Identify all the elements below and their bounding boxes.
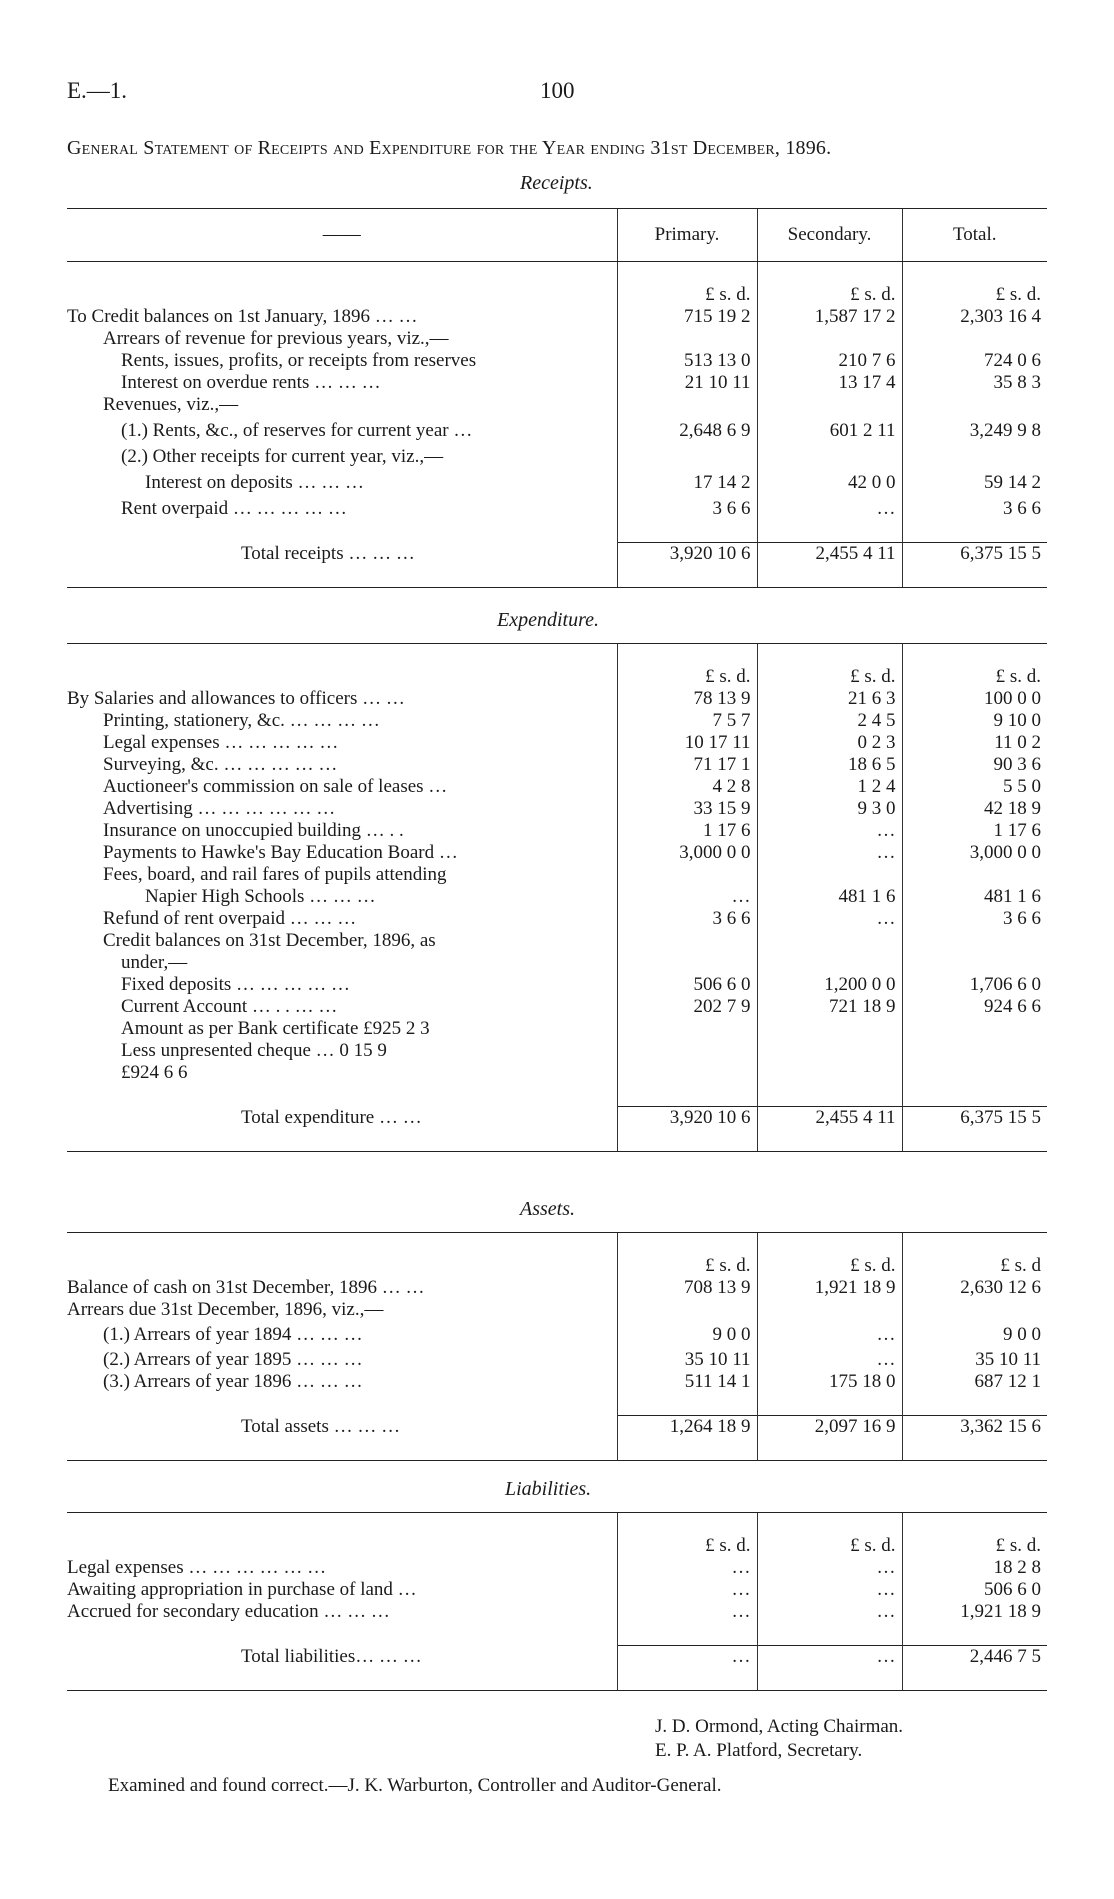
liabilities-table	[67, 1512, 1047, 1691]
primary-amount: 17 14 2	[617, 468, 757, 498]
table-row	[67, 350, 1047, 372]
total-amount: 1,706 6 0	[902, 974, 1047, 996]
primary-amount	[617, 930, 757, 952]
row-label: To Credit balances on 1st January, 1896 … …	[67, 306, 418, 327]
row-label: Refund of rent overpaid … … …	[103, 908, 357, 929]
row-label: Auctioneer's commission on sale of leases …	[103, 776, 448, 797]
primary-amount: 71 17 1	[617, 754, 757, 776]
total-row	[67, 543, 1047, 566]
table-row	[67, 1040, 1047, 1062]
secondary-amount: 21 6 3	[757, 688, 902, 710]
row-label: Interest on overdue rents … … …	[121, 372, 381, 393]
secondary-amount	[757, 394, 902, 416]
total-amount: 506 6 0	[902, 1579, 1047, 1601]
secondary-amount	[757, 328, 902, 350]
row-label: £924 6 6	[121, 1062, 188, 1083]
units-row	[67, 1535, 1047, 1557]
units-label: £ s. d.	[757, 1535, 902, 1557]
assets-table	[67, 1232, 1047, 1461]
primary-amount	[617, 1018, 757, 1040]
row-label: Legal expenses … … … … …	[103, 732, 339, 753]
table-row	[67, 1579, 1047, 1601]
table-row	[67, 416, 1047, 446]
table-row	[67, 732, 1047, 754]
secondary-amount	[757, 1040, 902, 1062]
primary-amount: 1 17 6	[617, 820, 757, 842]
total-amount	[902, 952, 1047, 974]
secondary-amount: 1 2 4	[757, 776, 902, 798]
row-label: Surveying, &c. … … … … …	[103, 754, 338, 775]
primary-total: …	[617, 1646, 757, 1669]
row-label: Arrears of revenue for previous years, viz.,—	[103, 328, 449, 349]
total-amount: 100 0 0	[902, 688, 1047, 710]
secondary-amount: …	[757, 1321, 902, 1349]
total-amount: 42 18 9	[902, 798, 1047, 820]
row-label: Printing, stationery, &c. … … … …	[103, 710, 380, 731]
units-label: £ s. d.	[757, 1255, 902, 1277]
table-row	[67, 710, 1047, 732]
row-label: By Salaries and allowances to officers … …	[67, 688, 405, 709]
table-row	[67, 372, 1047, 394]
signature-secretary: E. P. A. Platford, Secretary.	[655, 1740, 863, 1761]
table-row	[67, 688, 1047, 710]
table-row	[67, 996, 1047, 1018]
total-label: Total receipts … … …	[241, 542, 415, 564]
primary-amount	[617, 1062, 757, 1084]
total-amount: 59 14 2	[902, 468, 1047, 498]
table-row	[67, 1321, 1047, 1349]
primary-amount: 513 13 0	[617, 350, 757, 372]
total-amount: 9 10 0	[902, 710, 1047, 732]
row-label: Fixed deposits … … … … …	[121, 974, 351, 995]
document-reference: E.—1.	[67, 78, 128, 103]
table-row	[67, 864, 1047, 886]
total-amount: 1 17 6	[902, 820, 1047, 842]
secondary-amount	[757, 446, 902, 468]
row-label: Napier High Schools … … …	[145, 886, 376, 907]
total-amount: 2,303 16 4	[902, 306, 1047, 328]
table-row	[67, 306, 1047, 328]
total-amount	[902, 1299, 1047, 1321]
primary-amount: 4 2 8	[617, 776, 757, 798]
units-row	[67, 666, 1047, 688]
primary-amount: …	[617, 1601, 757, 1623]
units-label: £ s. d.	[617, 666, 757, 688]
secondary-amount: 481 1 6	[757, 886, 902, 908]
secondary-amount: …	[757, 1349, 902, 1371]
secondary-amount: …	[757, 820, 902, 842]
table-row	[67, 1062, 1047, 1084]
primary-total: 3,920 10 6	[617, 543, 757, 566]
primary-amount	[617, 1040, 757, 1062]
document-title: General Statement of Receipts and Expenditure for the Year ending 31st December, 1896.	[67, 137, 832, 159]
units-label: £ s. d.	[902, 1535, 1047, 1557]
primary-amount: 715 19 2	[617, 306, 757, 328]
secondary-total: …	[757, 1646, 902, 1669]
primary-amount	[617, 952, 757, 974]
table-row	[67, 1371, 1047, 1393]
primary-total: 1,264 18 9	[617, 1416, 757, 1439]
total-amount	[902, 930, 1047, 952]
primary-amount: …	[617, 1557, 757, 1579]
row-label: Accrued for secondary education … … …	[67, 1601, 390, 1622]
total-amount: 1,921 18 9	[902, 1601, 1047, 1623]
secondary-amount	[757, 864, 902, 886]
secondary-total: 2,455 4 11	[757, 543, 902, 566]
primary-amount: 506 6 0	[617, 974, 757, 996]
primary-amount: 21 10 11	[617, 372, 757, 394]
secondary-header: Secondary.	[757, 209, 902, 262]
expenditure-heading: Expenditure.	[497, 609, 600, 631]
table-row	[67, 394, 1047, 416]
table-row	[67, 1299, 1047, 1321]
table-row	[67, 1557, 1047, 1579]
secondary-amount	[757, 1299, 902, 1321]
table-row	[67, 446, 1047, 468]
total-amount: 11 0 2	[902, 732, 1047, 754]
total-row	[67, 1646, 1047, 1669]
secondary-amount: 9 3 0	[757, 798, 902, 820]
secondary-amount: …	[757, 1557, 902, 1579]
row-label: Revenues, viz.,—	[103, 394, 239, 415]
units-label: £ s. d.	[617, 1255, 757, 1277]
table-row	[67, 908, 1047, 930]
row-label: (2.) Arrears of year 1895 … … …	[103, 1349, 363, 1370]
secondary-amount: …	[757, 1579, 902, 1601]
primary-amount	[617, 1299, 757, 1321]
row-label: Amount as per Bank certificate £925 2 3	[121, 1018, 430, 1039]
secondary-amount: 721 18 9	[757, 996, 902, 1018]
primary-amount: …	[617, 886, 757, 908]
row-label: under,—	[121, 952, 188, 973]
units-label: £ s. d.	[757, 284, 902, 306]
primary-amount: 3 6 6	[617, 498, 757, 520]
secondary-amount	[757, 1018, 902, 1040]
table-row	[67, 1601, 1047, 1623]
total-header: Total.	[902, 209, 1047, 262]
total-amount: 3,000 0 0	[902, 842, 1047, 864]
units-label: £ s. d.	[757, 666, 902, 688]
total-amount: 90 3 6	[902, 754, 1047, 776]
total-amount	[902, 328, 1047, 350]
total-amount: 5 5 0	[902, 776, 1047, 798]
table-row	[67, 1018, 1047, 1040]
table-row	[67, 820, 1047, 842]
table-row	[67, 328, 1047, 350]
primary-header: Primary.	[617, 209, 757, 262]
row-label: Fees, board, and rail fares of pupils attending	[103, 864, 447, 885]
row-label: Rents, issues, profits, or receipts from reserves	[121, 350, 477, 371]
secondary-amount: …	[757, 908, 902, 930]
total-amount	[902, 394, 1047, 416]
primary-amount: 35 10 11	[617, 1349, 757, 1371]
primary-amount: 3,000 0 0	[617, 842, 757, 864]
total-amount	[902, 1062, 1047, 1084]
primary-amount: 3 6 6	[617, 908, 757, 930]
column-header-row	[67, 209, 1047, 262]
units-label: £ s. d.	[902, 284, 1047, 306]
secondary-amount: 1,921 18 9	[757, 1277, 902, 1299]
total-amount	[902, 1040, 1047, 1062]
row-label: Awaiting appropriation in purchase of land …	[67, 1579, 417, 1600]
secondary-amount: 18 6 5	[757, 754, 902, 776]
primary-amount: 511 14 1	[617, 1371, 757, 1393]
table-row	[67, 886, 1047, 908]
units-row	[67, 284, 1047, 306]
total-amount	[902, 864, 1047, 886]
total-amount: 924 6 6	[902, 996, 1047, 1018]
total-amount: 35 10 11	[902, 1349, 1047, 1371]
row-label: Balance of cash on 31st December, 1896 … …	[67, 1277, 425, 1298]
table-row	[67, 754, 1047, 776]
page-number: 100	[540, 78, 575, 103]
units-row	[67, 1255, 1047, 1277]
units-label: £ s. d.	[617, 284, 757, 306]
blank-header: ——	[67, 209, 617, 262]
primary-amount: 78 13 9	[617, 688, 757, 710]
audit-statement: Examined and found correct.—J. K. Warburton, Controller and Auditor-General.	[108, 1775, 722, 1796]
table-row	[67, 974, 1047, 996]
secondary-amount: 175 18 0	[757, 1371, 902, 1393]
total-amount	[902, 446, 1047, 468]
secondary-amount: 601 2 11	[757, 416, 902, 446]
total-amount	[902, 1018, 1047, 1040]
total-amount: 2,630 12 6	[902, 1277, 1047, 1299]
expenditure-table	[67, 643, 1047, 1152]
primary-amount: 9 0 0	[617, 1321, 757, 1349]
primary-amount: 10 17 11	[617, 732, 757, 754]
primary-amount: 202 7 9	[617, 996, 757, 1018]
secondary-amount	[757, 930, 902, 952]
secondary-amount	[757, 1062, 902, 1084]
total-amount: 687 12 1	[902, 1371, 1047, 1393]
secondary-amount: 42 0 0	[757, 468, 902, 498]
total-amount: 3 6 6	[902, 908, 1047, 930]
grand-total: 6,375 15 5	[902, 1107, 1047, 1130]
secondary-amount	[757, 952, 902, 974]
total-amount: 9 0 0	[902, 1321, 1047, 1349]
secondary-amount: 0 2 3	[757, 732, 902, 754]
secondary-total: 2,455 4 11	[757, 1107, 902, 1130]
row-label: Current Account … . . … …	[121, 996, 338, 1017]
table-row	[67, 1349, 1047, 1371]
primary-amount	[617, 328, 757, 350]
primary-amount: 708 13 9	[617, 1277, 757, 1299]
row-label: Payments to Hawke's Bay Education Board …	[103, 842, 458, 863]
signature-chairman: J. D. Ormond, Acting Chairman.	[655, 1716, 904, 1737]
primary-amount: 33 15 9	[617, 798, 757, 820]
total-amount: 481 1 6	[902, 886, 1047, 908]
total-label: Total assets … … …	[241, 1415, 401, 1437]
table-row	[67, 776, 1047, 798]
primary-amount: 7 5 7	[617, 710, 757, 732]
primary-amount	[617, 394, 757, 416]
primary-amount: …	[617, 1579, 757, 1601]
grand-total: 2,446 7 5	[902, 1646, 1047, 1669]
primary-amount	[617, 864, 757, 886]
total-amount: 3 6 6	[902, 498, 1047, 520]
grand-total: 6,375 15 5	[902, 543, 1047, 566]
secondary-amount: …	[757, 1601, 902, 1623]
total-label: Total expenditure … …	[241, 1106, 422, 1128]
secondary-amount: 2 4 5	[757, 710, 902, 732]
units-label: £ s. d.	[902, 666, 1047, 688]
secondary-total: 2,097 16 9	[757, 1416, 902, 1439]
row-label: Rent overpaid … … … … …	[121, 498, 347, 519]
primary-amount: 2,648 6 9	[617, 416, 757, 446]
total-amount: 3,249 9 8	[902, 416, 1047, 446]
primary-total: 3,920 10 6	[617, 1107, 757, 1130]
table-row	[67, 952, 1047, 974]
row-label: (1.) Arrears of year 1894 … … …	[103, 1324, 363, 1345]
total-amount: 35 8 3	[902, 372, 1047, 394]
table-row	[67, 1277, 1047, 1299]
row-label: Less unpresented cheque … 0 15 9	[121, 1040, 387, 1061]
liabilities-heading: Liabilities.	[505, 1478, 592, 1500]
row-label: (1.) Rents, &c., of reserves for current year …	[121, 420, 473, 441]
secondary-amount: 210 7 6	[757, 350, 902, 372]
table-row	[67, 498, 1047, 520]
secondary-amount: 1,200 0 0	[757, 974, 902, 996]
receipts-heading: Receipts.	[520, 172, 593, 194]
row-label: Legal expenses … … … … … …	[67, 1557, 327, 1578]
table-row	[67, 842, 1047, 864]
row-label: Interest on deposits … … …	[145, 472, 365, 493]
total-amount: 724 0 6	[902, 350, 1047, 372]
row-label: (2.) Other receipts for current year, viz.,—	[121, 446, 444, 467]
secondary-amount: 1,587 17 2	[757, 306, 902, 328]
total-amount: 18 2 8	[902, 1557, 1047, 1579]
table-row	[67, 930, 1047, 952]
total-row	[67, 1107, 1047, 1130]
units-label: £ s. d.	[617, 1535, 757, 1557]
units-label: £ s. d	[902, 1255, 1047, 1277]
secondary-amount: 13 17 4	[757, 372, 902, 394]
row-label: Arrears due 31st December, 1896, viz.,—	[67, 1299, 384, 1320]
total-label: Total liabilities… … …	[241, 1645, 422, 1667]
row-label: Credit balances on 31st December, 1896, as	[103, 930, 436, 951]
primary-amount	[617, 446, 757, 468]
secondary-amount: …	[757, 498, 902, 520]
row-label: Insurance on unoccupied building … . .	[103, 820, 404, 841]
assets-heading: Assets.	[520, 1198, 575, 1220]
receipts-table	[67, 208, 1047, 588]
row-label: Advertising … … … … … …	[103, 798, 336, 819]
grand-total: 3,362 15 6	[902, 1416, 1047, 1439]
total-row	[67, 1416, 1047, 1439]
row-label: (3.) Arrears of year 1896 … … …	[103, 1371, 363, 1392]
table-row	[67, 468, 1047, 498]
secondary-amount: …	[757, 842, 902, 864]
table-row	[67, 798, 1047, 820]
